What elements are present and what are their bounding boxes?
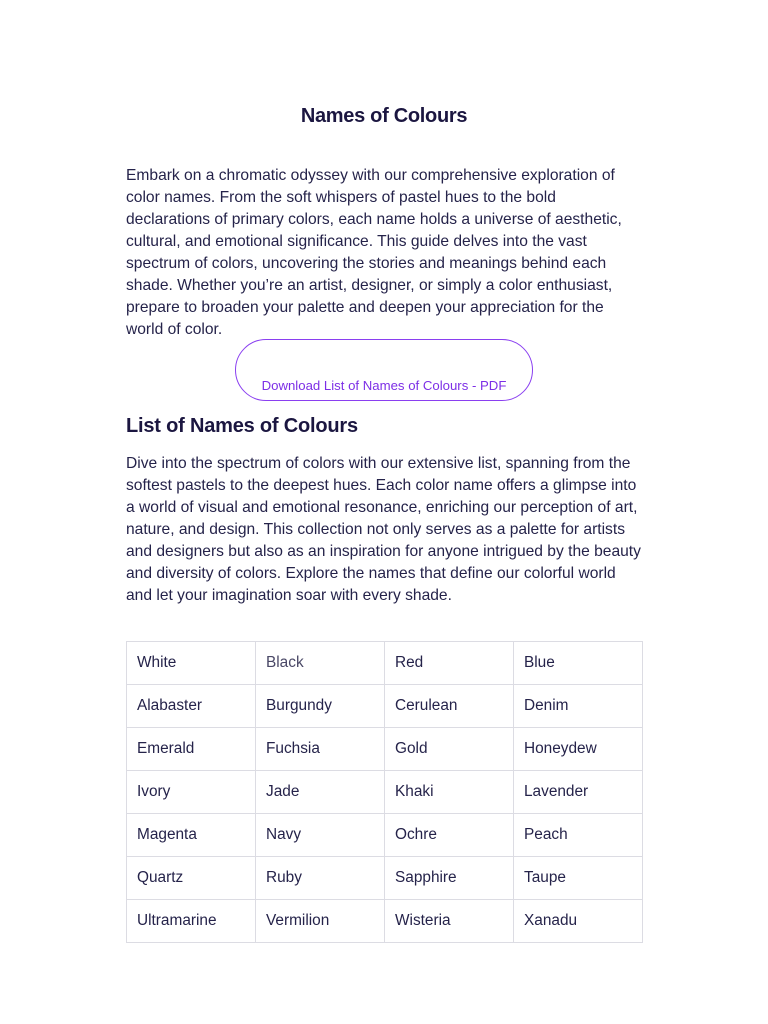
table-cell: Navy bbox=[256, 814, 385, 857]
table-cell: Blue bbox=[514, 642, 643, 685]
table-cell: Gold bbox=[385, 728, 514, 771]
table-cell: Ochre bbox=[385, 814, 514, 857]
download-pdf-button[interactable]: Download List of Names of Colours - PDF bbox=[235, 339, 533, 401]
table-cell: Khaki bbox=[385, 771, 514, 814]
colour-names-table bbox=[126, 641, 643, 943]
table-row bbox=[127, 771, 643, 814]
table-cell: Ivory bbox=[127, 771, 256, 814]
table-row bbox=[127, 900, 643, 943]
table-cell: Burgundy bbox=[256, 685, 385, 728]
table-row bbox=[127, 814, 643, 857]
table-cell: Honeydew bbox=[514, 728, 643, 771]
section-paragraph: Dive into the spectrum of colors with our extensive list, spanning from the softest pastels to the deepest hues. Each color name offers a glimpse into a world of visual and emotional resonance, enriching our perception of art, nature, and design. This collection not only serves as a palette for artists and designers but also as an inspiration for anyone intrigued by the beauty and diversity of colors. Explore the names that define our colorful world and let your imagination soar with every shade. bbox=[126, 455, 641, 604]
table-cell: Vermilion bbox=[256, 900, 385, 943]
table-cell: Black bbox=[256, 642, 385, 685]
table-cell: Magenta bbox=[127, 814, 256, 857]
table-cell: Fuchsia bbox=[256, 728, 385, 771]
intro-paragraph: Embark on a chromatic odyssey with our comprehensive exploration of color names. From the soft whispers of pastel hues to the bold declarations of primary colors, each name holds a universe of aesthetic, cultural, and emotional significance. This guide delves into the vast spectrum of colors, uncovering the stories and meanings behind each shade. Whether you’re an artist, designer, or simply a color enthusiast, prepare to broaden your palette and deepen your appreciation for the world of color. bbox=[126, 167, 622, 338]
table-cell: Wisteria bbox=[385, 900, 514, 943]
table-row bbox=[127, 728, 643, 771]
table-cell: Red bbox=[385, 642, 514, 685]
table-cell: Peach bbox=[514, 814, 643, 857]
table-row bbox=[127, 642, 643, 685]
table-cell: Taupe bbox=[514, 857, 643, 900]
table-cell: Quartz bbox=[127, 857, 256, 900]
table-row bbox=[127, 857, 643, 900]
page-title: Names of Colours bbox=[300, 105, 468, 127]
table-cell: Emerald bbox=[127, 728, 256, 771]
table-cell: Ruby bbox=[256, 857, 385, 900]
table-cell: Alabaster bbox=[127, 685, 256, 728]
table-cell: Jade bbox=[256, 771, 385, 814]
table-cell: White bbox=[127, 642, 256, 685]
table-cell: Cerulean bbox=[385, 685, 514, 728]
table-cell: Xanadu bbox=[514, 900, 643, 943]
section-heading: List of Names of Colours bbox=[126, 415, 358, 437]
download-container bbox=[235, 339, 533, 401]
table-cell: Sapphire bbox=[385, 857, 514, 900]
table-cell: Lavender bbox=[514, 771, 643, 814]
table-cell: Denim bbox=[514, 685, 643, 728]
table-row bbox=[127, 685, 643, 728]
table-cell: Ultramarine bbox=[127, 900, 256, 943]
